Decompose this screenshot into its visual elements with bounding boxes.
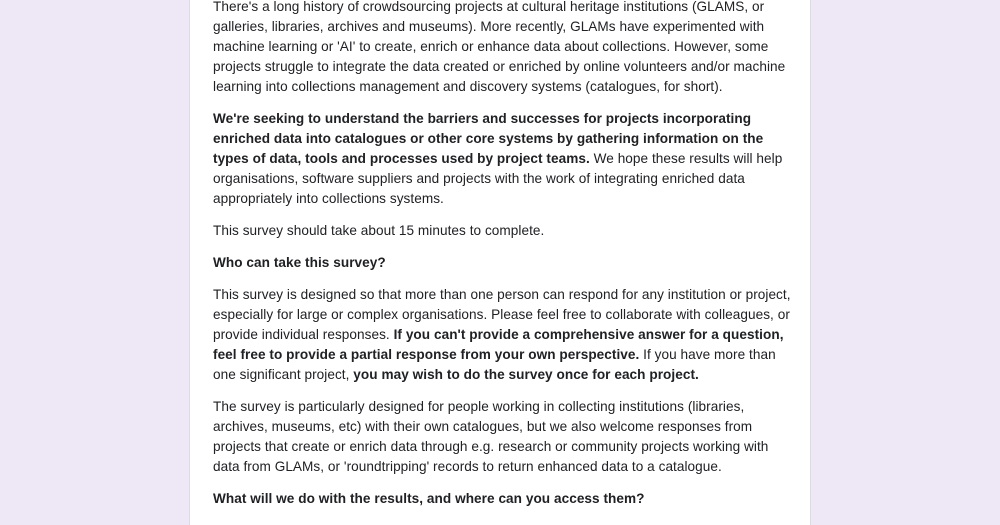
form-description: [213, 0, 791, 521]
designed-for-paragraph: The survey is particularly designed for people working in collecting institutions (libraries, archives, museums, etc) with their own catalogues, but we also welcome responses from projects that create or enrich data through e.g. research or community projects working with data from GLAMs, or 'roundtripping' records to return enhanced data to a catalogue.: [213, 399, 769, 474]
form-description-card: [189, 0, 811, 525]
who-heading: Who can take this survey?: [213, 255, 386, 270]
seeking-paragraph: [213, 109, 791, 209]
who-text-1: This survey is designed so that more than one person can respond for any institution or project, especially for large or complex organisations. Please feel free to collaborate with colleagues, or provide individual responses.: [213, 287, 791, 342]
results-heading: What will we do with the results, and where can you access them?: [213, 491, 645, 506]
intro-paragraph: There's a long history of crowdsourcing projects at cultural heritage institutions (GLAMS, or galleries, libraries, archives and museums). More recently, GLAMs have experimented with machine learning or 'AI' to create, enrich or enhance data about collections. However, some projects struggle to integrate the data created or enriched by online volunteers and/or machine learning into collections management and discovery systems (catalogues, for short).: [213, 0, 786, 94]
who-bold-2: you may wish to do the survey once for each project.: [353, 367, 699, 382]
seeking-bold-text: We're seeking to understand the barriers and successes for projects incorporating enriched data into catalogues or other core systems by gathering information on the types of data, tools and processes used by project teams.: [213, 111, 764, 166]
who-paragraph: [213, 285, 791, 385]
who-bold-1: If you can't provide a comprehensive answer for a question, feel free to provide a partial response from your own perspective.: [213, 327, 784, 362]
who-text-2: If you have more than one significant project,: [213, 347, 776, 382]
duration-paragraph: This survey should take about 15 minutes to complete.: [213, 223, 545, 238]
seeking-text: We hope these results will help organisations, software suppliers and projects with the work of integrating enriched data appropriately into collections systems.: [213, 151, 783, 206]
